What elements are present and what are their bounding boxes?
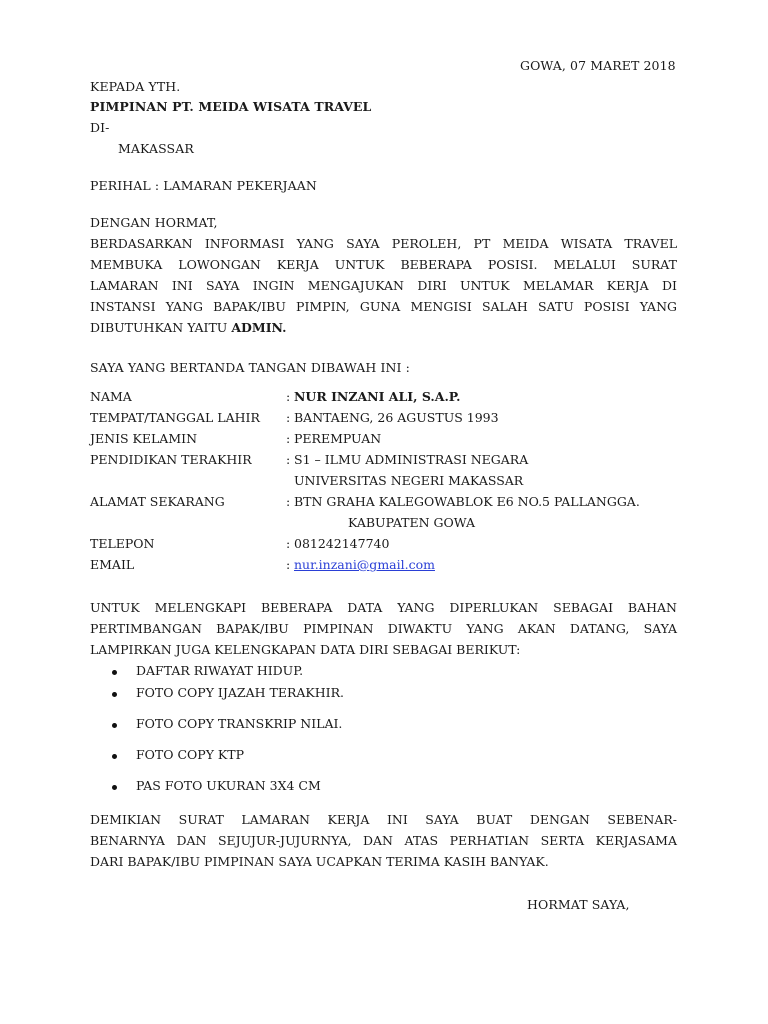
bullet-icon [112, 785, 117, 790]
letter-greeting: DENGAN HORMAT, [90, 215, 218, 230]
field-label: EMAIL [90, 557, 135, 572]
field-value: PEREMPUAN [294, 431, 382, 446]
list-item-text: FOTO COPY TRANSKRIP NILAI. [136, 716, 343, 731]
field-value: 081242147740 [294, 536, 390, 551]
field-colon: : [286, 452, 291, 467]
list-item-text: DAFTAR RIWAYAT HIDUP. [136, 663, 304, 678]
field-value: NUR INZANI ALI, S.A.P. [294, 389, 461, 404]
field-colon: : [286, 389, 291, 404]
paragraph-line: BENARNYA DAN SEJUJUR-JUJURNYA, DAN ATAS PERHATIAN SERTA KERJASAMA [90, 833, 677, 848]
recipient-prefix: KEPADA YTH. [90, 79, 181, 94]
field-colon: : [286, 431, 291, 446]
paragraph-line: UNTUK MELENGKAPI BEBERAPA DATA YANG DIPERLUKAN SEBAGAI BAHAN [90, 600, 677, 615]
paragraph-line: LAMARAN INI SAYA INGIN MENGAJUKAN DIRI UNTUK MELAMAR KERJA DI [90, 278, 677, 293]
bullet-icon [112, 723, 117, 728]
field-label: JENIS KELAMIN [90, 431, 198, 446]
letter-subject: PERIHAL : LAMARAN PEKERJAAN [90, 178, 317, 193]
closing-paragraph [90, 809, 677, 872]
email-link[interactable]: nur.inzani@gmail.com [294, 557, 435, 572]
paragraph-line: MEMBUKA LOWONGAN KERJA UNTUK BEBERAPA POSISI. MELALUI SURAT [90, 257, 677, 272]
field-label: TEMPAT/TANGGAL LAHIR [90, 410, 260, 425]
field-value: UNIVERSITAS NEGERI MAKASSAR [294, 473, 524, 488]
list-item-text: PAS FOTO UKURAN 3X4 CM [136, 778, 321, 793]
list-item-text: FOTO COPY KTP [136, 747, 245, 762]
field-label: ALAMAT SEKARANG [90, 494, 225, 509]
identity-intro: SAYA YANG BERTANDA TANGAN DIBAWAH INI : [90, 360, 410, 375]
bullet-icon [112, 670, 117, 675]
paragraph-line [90, 317, 677, 338]
bullet-icon [112, 754, 117, 759]
paragraph-text: DIBUTUHKAN YAITU [90, 320, 232, 335]
field-colon: : [286, 410, 291, 425]
recipient-name: PIMPINAN PT. MEIDA WISATA TRAVEL [90, 99, 372, 114]
recipient-di: DI- [90, 120, 110, 135]
closing-salutation: HORMAT SAYA, [527, 897, 630, 912]
attachments-paragraph [90, 597, 677, 660]
field-label: PENDIDIKAN TERAKHIR [90, 452, 252, 467]
paragraph-line: PERTIMBANGAN BAPAK/IBU PIMPINAN DIWAKTU YANG AKAN DATANG, SAYA [90, 621, 677, 636]
letter-date: GOWA, 07 MARET 2018 [520, 58, 676, 73]
field-label: NAMA [90, 389, 132, 404]
field-colon: : [286, 494, 291, 509]
field-value: S1 – ILMU ADMINISTRASI NEGARA [294, 452, 529, 467]
field-colon: : [286, 557, 291, 572]
recipient-city: MAKASSAR [118, 141, 194, 156]
field-label: TELEPON [90, 536, 155, 551]
field-value: BTN GRAHA KALEGOWABLOK E6 NO.5 PALLANGGA. [294, 494, 640, 509]
paragraph-line: BERDASARKAN INFORMASI YANG SAYA PEROLEH, PT MEIDA WISATA TRAVEL [90, 236, 677, 251]
paragraph-line: INSTANSI YANG BAPAK/IBU PIMPIN, GUNA MENGISI SALAH SATU POSISI YANG [90, 299, 677, 314]
position-name: ADMIN. [231, 320, 287, 335]
paragraph-line: LAMPIRKAN JUGA KELENGKAPAN DATA DIRI SEBAGAI BERIKUT: [90, 642, 521, 657]
field-value: BANTAENG, 26 AGUSTUS 1993 [294, 410, 499, 425]
list-item-text: FOTO COPY IJAZAH TERAKHIR. [136, 685, 344, 700]
field-value: KABUPATEN GOWA [348, 515, 476, 530]
paragraph-line: DARI BAPAK/IBU PIMPINAN SAYA UCAPKAN TERIMA KASIH BANYAK. [90, 854, 549, 869]
paragraph-line: DEMIKIAN SURAT LAMARAN KERJA INI SAYA BUAT DENGAN SEBENAR- [90, 812, 677, 827]
bullet-icon [112, 692, 117, 697]
opening-paragraph [90, 233, 677, 338]
field-colon: : [286, 536, 291, 551]
